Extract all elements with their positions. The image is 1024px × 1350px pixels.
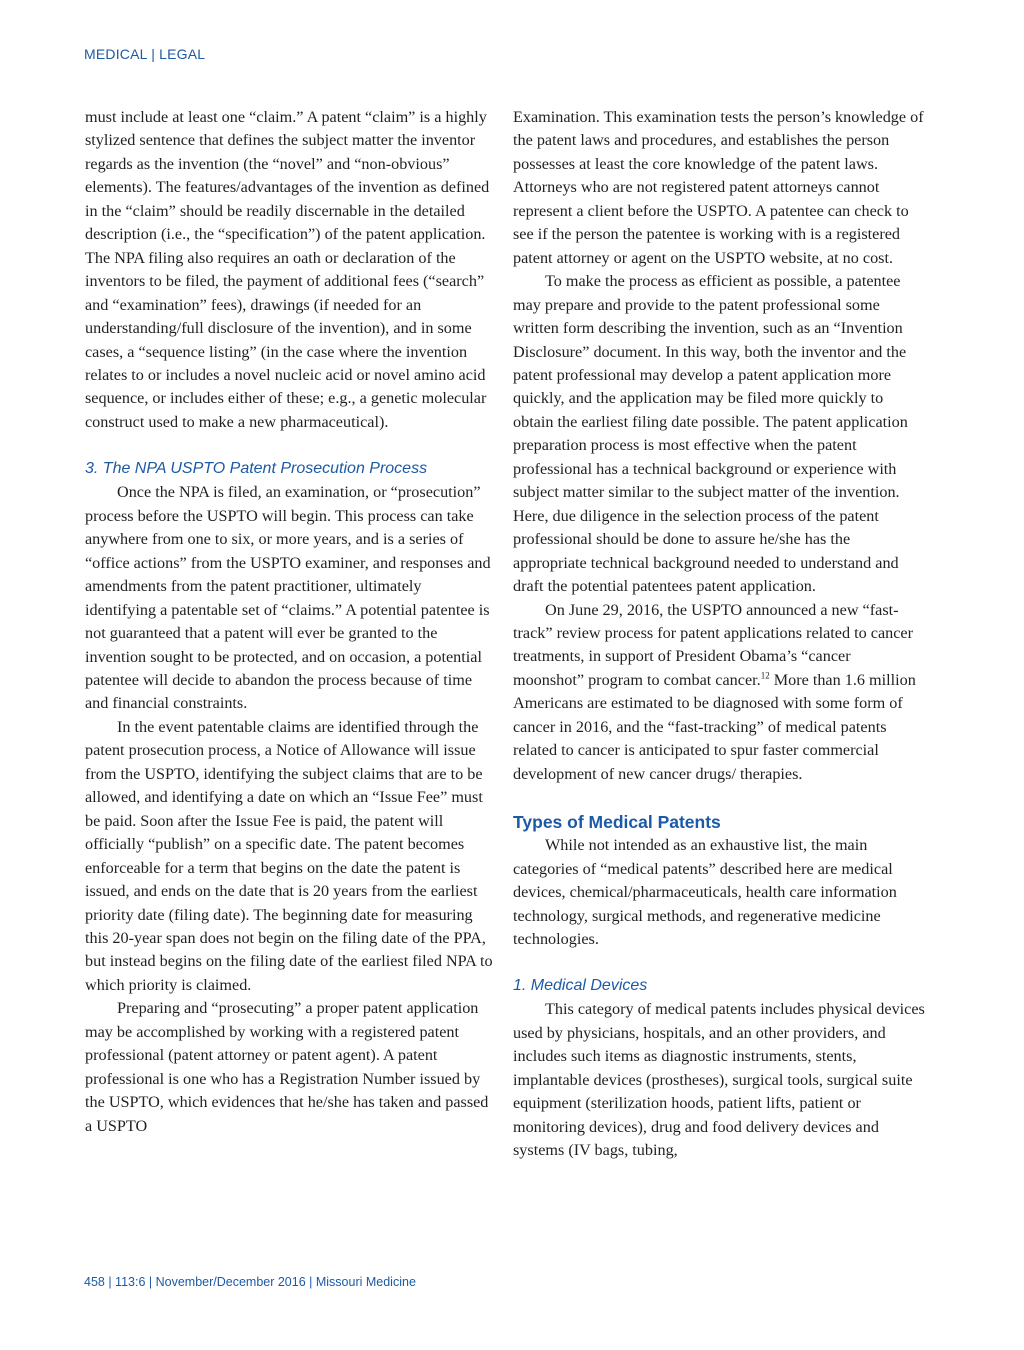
paragraph-text: On June 29, 2016, the USPTO announced a new “fast-track” review process for patent applications related to cancer treatments, in support of President Obama’s “cancer moonshot” program to combat cancer. <box>513 600 913 689</box>
page-footer: 458 | 113:6 | November/December 2016 | Missouri Medicine <box>84 1275 416 1289</box>
subsection-heading: 3. The NPA USPTO Patent Prosecution Process <box>85 460 428 478</box>
footnote-ref: 12 <box>760 670 770 681</box>
right-column <box>513 106 925 1163</box>
body-paragraph: This category of medical patents includes physical devices used by physicians, hospitals, and an other providers, and includes such items as diagnostic instruments, stents, implantable devices (prostheses), surgical tools, surgical suite equipment (sterilization hoods, patient lifts, patient or monitoring devices), drug and food delivery devices and systems (IV bags, tubing, <box>513 1000 925 1160</box>
body-paragraph: While not intended as an exhaustive list, the main categories of “medical patents” described here are medical devices, chemical/pharmaceuticals, health care information technology, surgical methods, and regenerative medicine technologies. <box>513 836 897 948</box>
section-label: MEDICAL | LEGAL <box>84 46 206 62</box>
body-paragraph: must include at least one “claim.” A patent “claim” is a highly stylized sentence that defines the subject matter the inventor regards as the invention (the “novel” and “non-obvious” elements). The features/advantages of the invention as defined in the “claim” should be readily discernable in the detailed description (i.e., the “specification”) of the patent application. The NPA filing also requires an oath or declaration of the inventors to be filed, the payment of additional fees (“search” and “examination” fees), drawings (if needed for an understanding/full disclosure of the invention), and in some cases, a “sequence listing” (in the case where the invention relates to or includes a novel nucleic acid or novel amino acid sequence, or includes either of these; e.g., a genetic molecular construct used to make a new pharmaceutical). <box>85 108 490 431</box>
section-heading: Types of Medical Patents <box>513 812 721 833</box>
body-paragraph <box>513 599 925 787</box>
body-paragraph: Examination. This examination tests the person’s knowledge of the patent laws and procedures, and establishes the person possesses at least the core knowledge of the patent laws. Attorneys who are not registered patent attorneys cannot represent a client before the USPTO. A patentee can check to see if the person the patentee is working with is a registered patent attorney or agent on the USPTO website, at no cost. <box>513 108 924 267</box>
left-column <box>85 106 495 1138</box>
body-paragraph: Once the NPA is filed, an examination, or “prosecution” process before the USPTO will begin. This process can take anywhere from one to six, or more years, and is a series of “office actions” from the USPTO examiner, and responses and amendments from the patent practitioner, ultimately identifying a patentable set of “claims.” A potential patentee is not guaranteed that a patent will ever be granted to the invention sought to be protected, and on occasion, a potential patentee will decide to abandon the process because of time and financial constraints. <box>85 483 491 713</box>
body-paragraph: In the event patentable claims are identified through the patent prosecution process, a Notice of Allowance will issue from the USPTO, identifying the subject claims that are to be allowed, and identifying a date on which an “Issue Fee” must be paid. Soon after the Issue Fee is paid, the patent will officially “publish” on a specific date. The patent becomes enforceable for a term that begins on the date the patent is issued, and ends on the date that is 20 years from the earliest priority date (filing date). The beginning date for measuring this 20-year span does not begin on the filing date of the PPA, but instead begins on the filing date of the earliest filed NPA to which priority is claimed. <box>85 717 493 994</box>
body-paragraph: To make the process as efficient as possible, a patentee may prepare and provide to the patent professional some written form describing the invention, such as an “Invention Disclosure” document. In this way, both the inventor and the patent professional may develop a patent application more quickly, and the application may be filed more quickly to obtain the earliest filing date possible. The patent application preparation process is most effective when the patent professional has a technical background or experience with subject matter similar to the subject matter of the invention. Here, due diligence in the selection process of the patent professional should be done to assure he/she has the appropriate technical background needed to understand and draft the potential patentees patent application. <box>513 272 908 596</box>
subsection-heading: 1. Medical Devices <box>513 977 648 995</box>
paragraph-text: More than 1.6 million Americans are estimated to be diagnosed with some form of cancer in 2016, and the “fast-tracking” of medical patents related to cancer is anticipated to spur faster commercial development of new cancer drugs/ therapies. <box>513 670 916 783</box>
body-paragraph: Preparing and “prosecuting” a proper patent application may be accomplished by working with a registered patent professional (patent attorney or patent agent). A patent professional is one who has a Registration Number issued by the USPTO, which evidences that he/she has taken and passed a USPTO <box>85 999 489 1135</box>
